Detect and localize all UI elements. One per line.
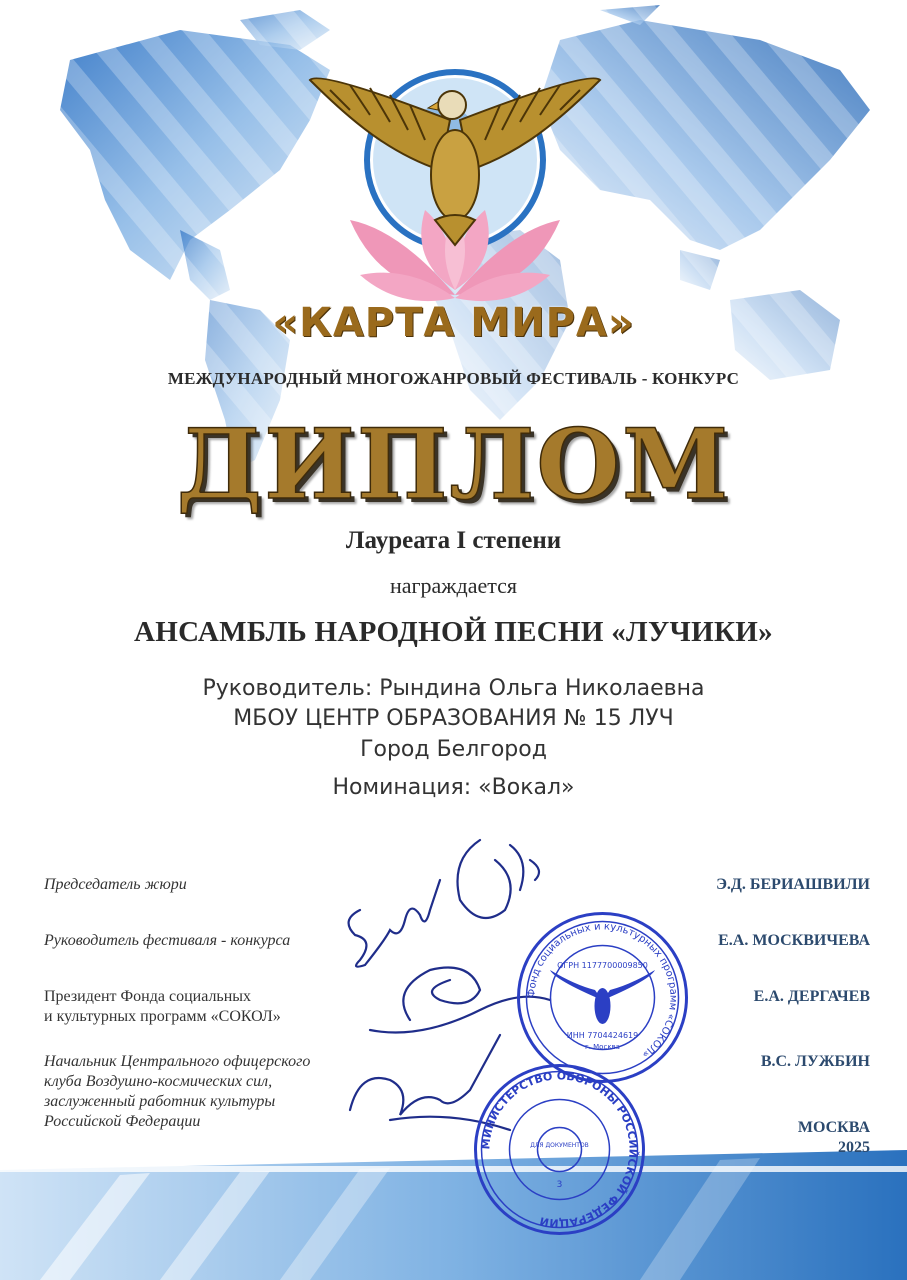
club-stamp-text: МИНИСТЕРСТВО ОБОРОНЫ РОССИЙСКОЙ ФЕДЕРАЦИИ [479,1069,640,1230]
leader-line: Руководитель: Рындина Ольга Николаевна [202,676,705,701]
signature-title-sokol-president: Президент Фонда социальных и культурных программ «СОКОЛ» [44,988,281,1025]
organization-line: МБОУ ЦЕНТР ОБРАЗОВАНИЯ № 15 ЛУЧ [233,706,674,731]
club-stamp-center: ДЛЯ ДОКУМЕНТОВ [530,1142,589,1149]
signature-title-festival-head: Руководитель фестиваля - конкурса [44,932,291,949]
club-stamp-number: 3 [556,1180,563,1190]
svg-text:МИНИСТЕРСТВО ОБОРОНЫ РОССИЙСКО [479,1069,639,1229]
festival-subtitle: МЕЖДУНАРОДНЫЙ МНОГОЖАНРОВЫЙ ФЕСТИВАЛЬ - КОНКУРС [167,369,740,388]
eagle-icon [310,78,600,245]
sokol-ogrn: ОГРН 1177700009850 [557,961,648,970]
festival-name: «КАРТА МИРА» [272,300,635,346]
nomination-line: Номинация: «Вокал» [332,775,575,800]
signature-title-jury: Председатель жюри [44,876,187,893]
award-degree: Лауреата I степени [345,527,562,554]
signature-name-jury: Э.Д. БЕРИАШВИЛИ [716,876,870,893]
sokol-inn: ИНН 7704424619 [566,1031,639,1040]
sokol-stamp-text: Фонд социальных и культурных программ «СОКОЛ» [526,921,679,1060]
club-stamp [472,1062,647,1237]
diploma-title: ДИПЛОМ [176,408,731,521]
signature-title-club-head: Начальник Центрального офицерского клуба Воздушно-космических сил, заслуженный работник культуры Российской Федерации [44,1053,311,1130]
signature-name-festival-head: Е.А. МОСКВИЧЕВА [718,932,870,949]
signature-name-sokol-president: Е.А. ДЕРГАЧЕВ [753,988,870,1005]
sokol-stamp [515,910,690,1085]
signature-name-club-head: В.С. ЛУЖБИН [760,1053,870,1070]
awarded-text: награждается [389,573,517,598]
recipient-name: АНСАМБЛЬ НАРОДНОЙ ПЕСНИ «ЛУЧИКИ» [134,616,773,648]
sokol-city: г. Москва [585,1043,620,1051]
festival-emblem [290,60,620,320]
city-line: Город Белгород [360,737,547,762]
footer-place-date: МОСКВА 2025 [797,1119,870,1156]
